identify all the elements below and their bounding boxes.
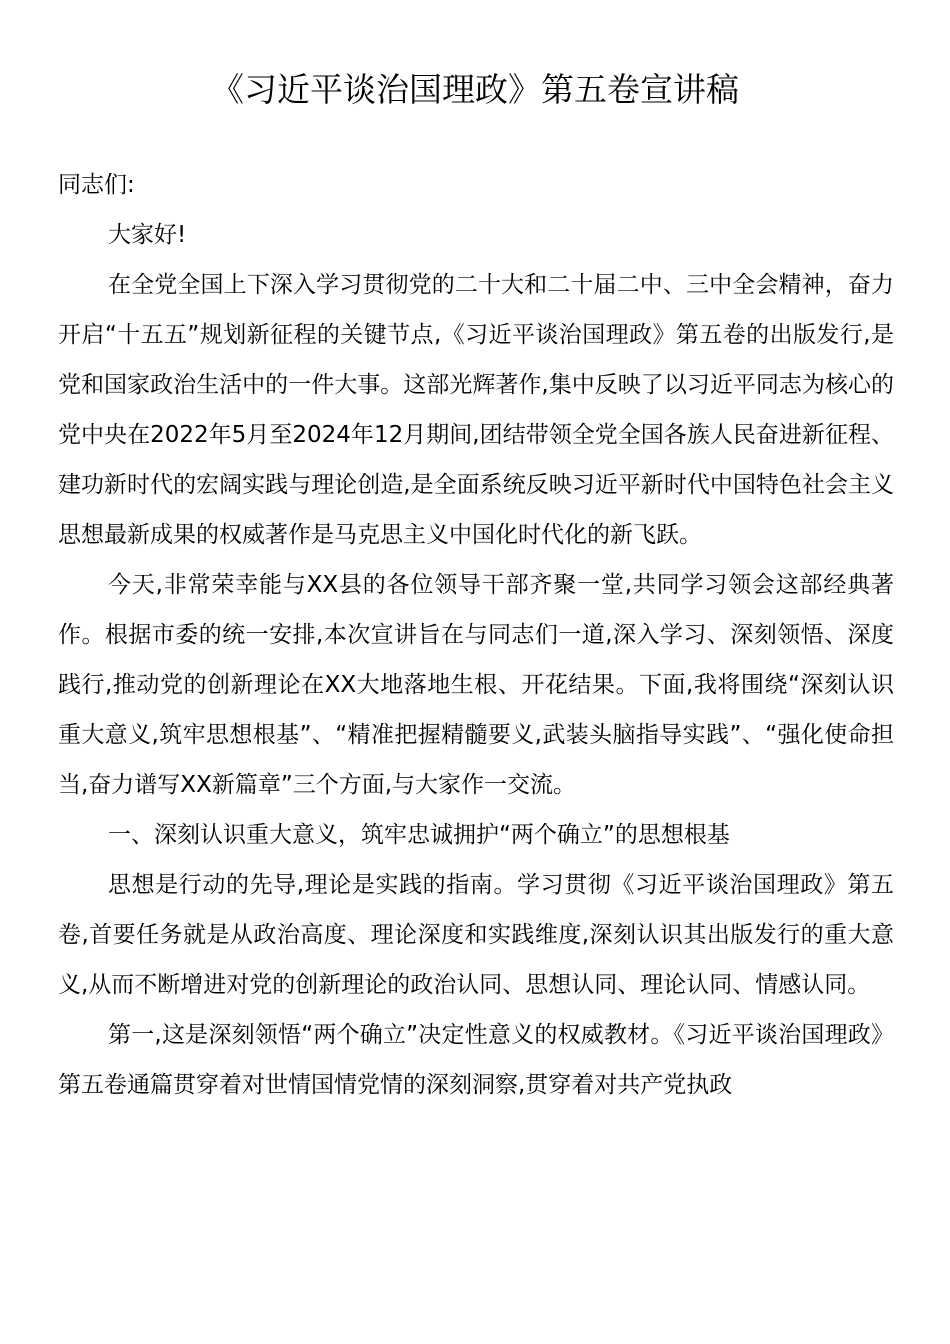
document-body	[58, 160, 894, 1110]
document-title: 《习近平谈治国理政》第五卷宣讲稿	[211, 70, 739, 109]
section-paragraph-1: 思想是行动的先导,理论是实践的指南。学习贯彻《习近平谈治国理政》第五卷,首要任务就是从政治高度、理论深度和实践维度,深刻认识其出版发行的重大意义,从而不断增进对党的创新理论的政治认同、思想认同、理论认同、情感认同。	[58, 872, 894, 998]
body-paragraph-purpose: 今天,非常荣幸能与XX县的各位领导干部齐聚一堂,共同学习领会这部经典著作。根据市委的统一安排,本次宣讲旨在与同志们一道,深入学习、深刻领悟、深度践行,推动党的创新理论在XX大地落地生根、开花结果。下面,我将围绕“深刻认识重大意义,筑牢思想根基”、“精准把握精髓要义,武装头脑指导实践”、“强化使命担当,奋力谱写XX新篇章”三个方面,与大家作一交流。	[58, 572, 894, 798]
section-paragraph-2: 第一,这是深刻领悟“两个确立”决定性意义的权威教材。《习近平谈治国理政》第五卷通篇贯穿着对世情国情党情的深刻洞察,贯穿着对共产党执政	[58, 1022, 894, 1098]
salutation: 同志们:	[58, 172, 135, 198]
greeting: 大家好!	[108, 222, 187, 248]
body-paragraph-intro: 在全党全国上下深入学习贯彻党的二十大和二十届二中、三中全会精神，奋力开启“十五五”规划新征程的关键节点,《习近平谈治国理政》第五卷的出版发行,是党和国家政治生活中的一件大事。这部光辉著作,集中反映了以习近平同志为核心的党中央在2022年5月至2024年12月期间,团结带领全党全国各族人民奋进新征程、建功新时代的宏阔实践与理论创造,是全面系统反映习近平新时代中国特色社会主义思想最新成果的权威著作是马克思主义中国化时代化的新飞跃。	[58, 272, 894, 548]
section-heading: 一、深刻认识重大意义，筑牢忠诚拥护“两个确立”的思想根基	[108, 822, 730, 848]
